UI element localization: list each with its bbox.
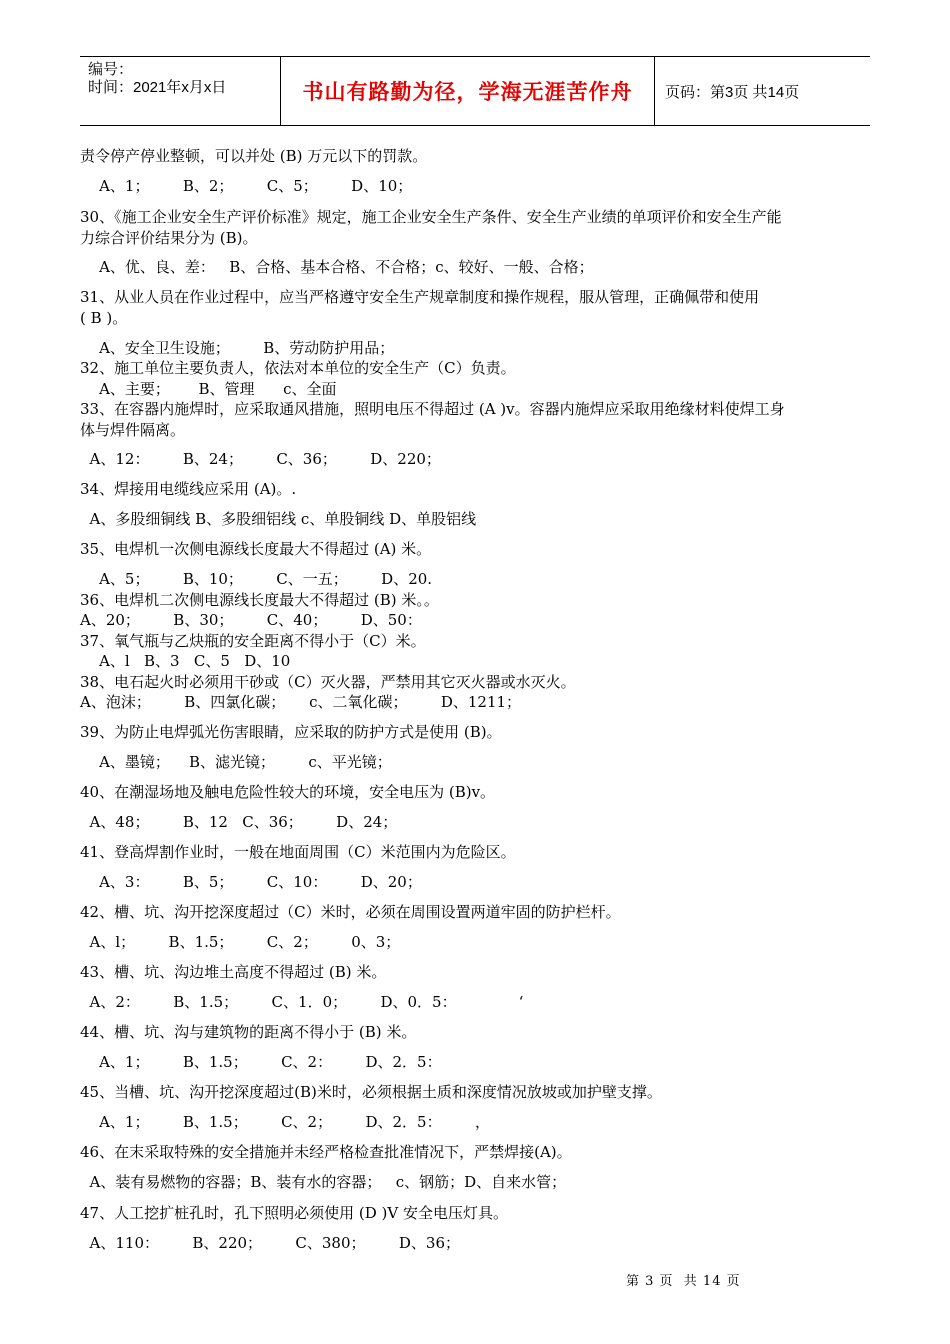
text-line: 38、电石起火时必须用干砂或（C）灭火器，严禁用其它灭火器或水灭火。	[80, 673, 576, 691]
text-line: A、墨镜； B、滤光镜； c、平光镜；	[80, 753, 392, 771]
text-line: A、2： B、1.5； C、1．0； D、0．5： ‘	[80, 993, 524, 1011]
text-line: A、48； B、12 C、36； D、24；	[80, 813, 398, 831]
text-line: A、5； B、10； C、一五； D、20.	[80, 570, 433, 588]
text-line: A、泡沫； B、四氯化碳； c、二氧化碳； D、1211；	[80, 693, 522, 711]
text-line: A、1； B、2； C、5； D、10；	[80, 177, 413, 195]
header-meta	[80, 57, 281, 125]
text-line: 39、为防止电焊弧光伤害眼睛，应采取的防护方式是使用 (B)。	[80, 723, 502, 741]
text-line: 36、电焊机二次侧电源线长度最大不得超过 (B) 米。。	[80, 591, 439, 609]
text-line: 33、在容器内施焊时，应采取通风措施，照明电压不得超过 (A )v。容器内施焊应采取用绝缘材料使焊工身	[80, 400, 785, 418]
page-header	[80, 56, 870, 126]
text-line: 40、在潮湿场地及触电危险性较大的环境，安全电压为 (B)v。	[80, 783, 496, 801]
text-line: 45、当槽、坑、沟开挖深度超过(B)米时，必须根据土质和深度情况放坡或加护壁支撑。	[80, 1083, 662, 1101]
text-line: A、优、良、差： B、合格、基本合格、不合格；c、较好、一般、合格；	[80, 258, 594, 276]
text-line: 46、在末采取特殊的安全措施并未经严格检查批准情况下，严禁焊接(A)。	[80, 1143, 572, 1161]
text-line: A、3： B、5； C、10： D、20；	[80, 873, 422, 891]
text-line: ( B )。	[80, 309, 128, 327]
text-line: 44、槽、坑、沟与建筑物的距离不得小于 (B) 米。	[80, 1023, 417, 1041]
text-line: A、多股细铜线 B、多股细铝线 c、单股铜线 D、单股铝线	[80, 510, 477, 528]
text-line: 30、《施工企业安全生产评价标准》规定，施工企业安全生产条件、安全生产业绩的单项评价和安全生产能	[80, 208, 782, 226]
text-line: 责令停产停业整顿，可以并处 (B) 万元以下的罚款。	[80, 147, 428, 165]
text-line: A、12： B、24； C、36； D、220；	[80, 450, 441, 468]
text-line: A、l； B、1.5； C、2； 0、3；	[80, 933, 401, 951]
text-line: A、主要； B、管理 c、全面	[80, 380, 337, 398]
text-line: A、装有易燃物的容器；B、装有水的容器； c、钢筋；D、自来水管；	[80, 1173, 567, 1191]
text-line: 41、登高焊割作业时，一般在地面周围（C）米范围内为危险区。	[80, 843, 516, 861]
header-motto: 书山有路勤为径，学海无涯苦作舟	[281, 57, 655, 125]
text-line: 体与焊件隔离。	[80, 421, 186, 439]
date-label: 时间：2021年x月x日	[88, 79, 227, 96]
text-line: 32、施工单位主要负责人，依法对本单位的安全生产（C）负责。	[80, 359, 516, 377]
header-page-info: 页码：第3页 共14页	[665, 83, 800, 101]
text-line: A、20； B、30； C、40； D、50：	[80, 611, 422, 629]
text-line: 31、从业人员在作业过程中，应当严格遵守安全生产规章制度和操作规程，服从管理，正确佩带和使用	[80, 288, 760, 306]
text-line: 42、槽、坑、沟开挖深度超过（C）米时，必须在周围设置两道牢固的防护栏杆。	[80, 903, 621, 921]
number-label: 编号：	[88, 61, 134, 78]
text-line: A、安全卫生设施； B、劳动防护用品；	[80, 339, 395, 357]
text-line: A、1； B、1.5； C、2： D、2．5：	[80, 1053, 442, 1071]
text-line: 35、电焊机一次侧电源线长度最大不得超过 (A) 米。	[80, 540, 432, 558]
text-line: A、110： B、220； C、380； D、36；	[80, 1234, 461, 1252]
text-line: 37、氧气瓶与乙炔瓶的安全距离不得小于（C）米。	[80, 632, 426, 650]
text-line: 43、槽、坑、沟边堆土高度不得超过 (B) 米。	[80, 963, 387, 981]
text-line: A、l B、3 C、5 D、10	[80, 652, 291, 670]
text-line: 力综合评价结果分为 (B)。	[80, 229, 258, 247]
text-line: A、1； B、1.5； C、2； D、2．5： ，	[80, 1113, 490, 1131]
page-footer: 第 3 页 共 14 页	[626, 1274, 741, 1289]
text-line: 47、人工挖扩桩孔时，孔下照明必须使用 (D )V 安全电压灯具。	[80, 1204, 508, 1222]
text-line: 34、焊接用电缆线应采用 (A)。.	[80, 480, 297, 498]
